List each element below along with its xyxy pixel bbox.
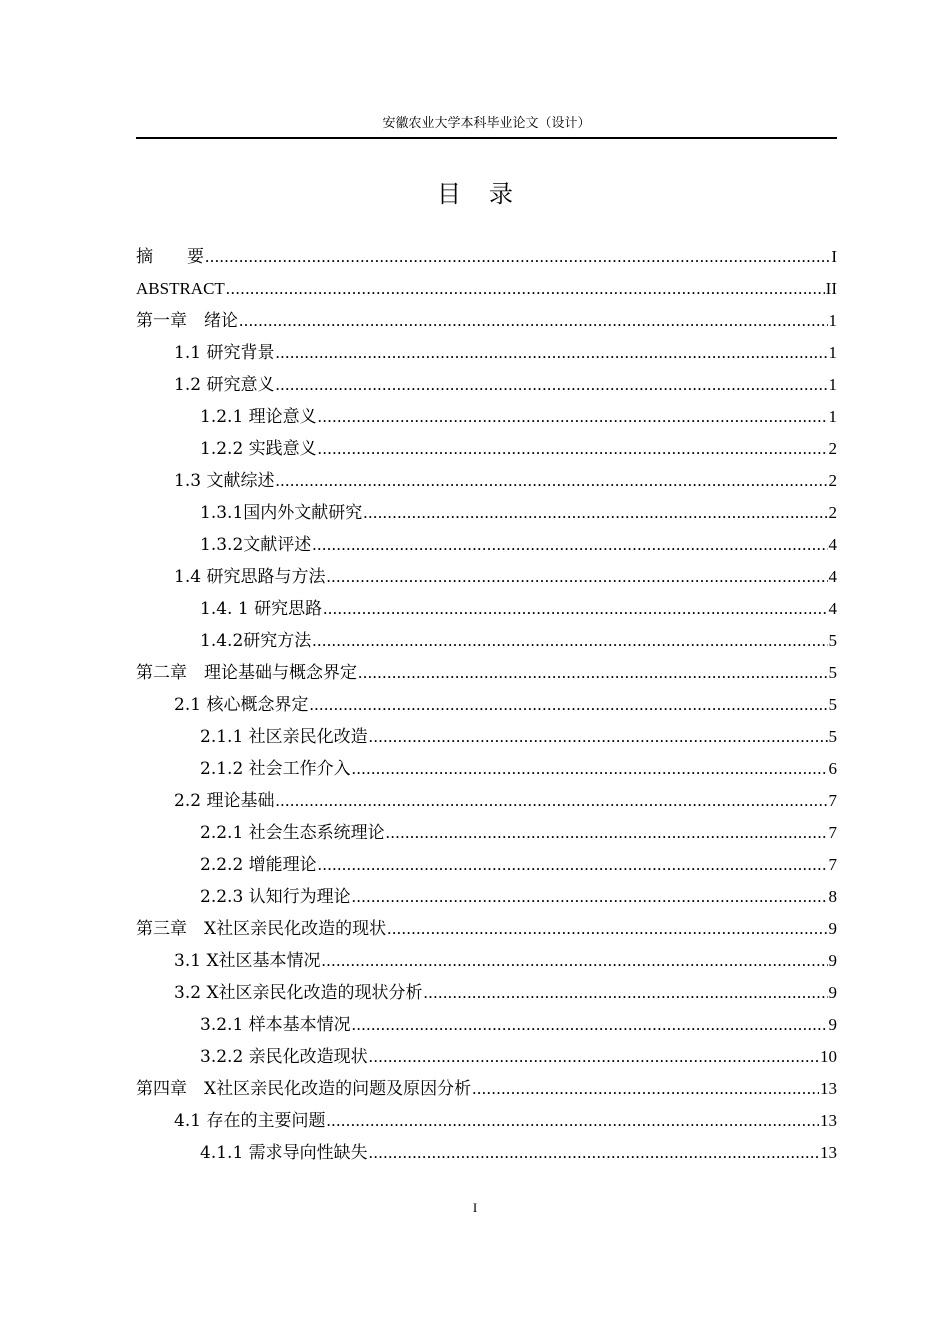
toc-dot-leader	[352, 881, 828, 913]
toc-dot-leader	[369, 1137, 819, 1169]
toc-entry[interactable]	[136, 497, 837, 529]
toc-entry[interactable]	[136, 337, 837, 369]
toc-entry-label: 第二章 理论基础与概念界定	[136, 663, 357, 683]
toc-entry-page: 4	[828, 599, 837, 618]
toc-entry-label: 1.3.2文献评述	[200, 535, 312, 555]
toc-entry-label: 第四章 X社区亲民化改造的问题及原因分析	[136, 1079, 472, 1099]
toc-entry-label: 第一章 绪论	[136, 311, 238, 331]
toc-entry[interactable]	[136, 625, 837, 657]
toc-entry-label: 1.1 研究背景	[174, 343, 275, 363]
page-title: 目录	[437, 180, 541, 208]
toc-entry[interactable]	[136, 1009, 837, 1041]
toc-entry-label: 4.1.1 需求导向性缺失	[200, 1143, 368, 1163]
toc-entry[interactable]	[136, 561, 837, 593]
toc-entry[interactable]	[136, 721, 837, 753]
toc-entry-page: II	[825, 279, 837, 298]
toc-dot-leader	[424, 977, 828, 1009]
toc-entry[interactable]	[136, 817, 837, 849]
toc-entry-page: 6	[828, 759, 837, 778]
toc-dot-leader	[369, 1041, 819, 1073]
running-header: 安徽农业大学本科毕业论文（设计）	[382, 116, 591, 131]
toc-entry[interactable]	[136, 785, 837, 817]
toc-dot-leader	[275, 465, 827, 497]
toc-entry[interactable]	[136, 1041, 837, 1073]
toc-entry-page: 10	[820, 1047, 837, 1066]
toc-entry-label: 第三章 X社区亲民化改造的现状	[136, 919, 387, 939]
toc-entry[interactable]	[136, 913, 837, 945]
toc-entry-label: 3.2 X社区亲民化改造的现状分析	[174, 983, 423, 1003]
toc-entry-label: 1.4.2研究方法	[200, 631, 312, 651]
toc-entry-page: 7	[828, 791, 837, 810]
toc-entry-label: 1.4. 1 研究思路	[200, 599, 323, 619]
toc-entry-label: 3.2.1 样本基本情况	[200, 1015, 351, 1035]
toc-dot-leader	[352, 1009, 828, 1041]
toc-entry-page: 1	[828, 375, 837, 394]
toc-dot-leader	[323, 593, 827, 625]
toc-entry-label: 2.2.3 认知行为理论	[200, 887, 351, 907]
toc-entry[interactable]	[136, 689, 837, 721]
toc-entry[interactable]	[136, 945, 837, 977]
toc-dot-leader	[386, 817, 828, 849]
toc-dot-leader	[275, 785, 827, 817]
toc-dot-leader	[358, 657, 828, 689]
toc-dot-leader	[322, 945, 828, 977]
toc-entry-label: 1.4 研究思路与方法	[174, 567, 326, 587]
toc-dot-leader	[312, 529, 827, 561]
toc-dot-leader	[239, 305, 828, 337]
toc-entry-page: I	[831, 247, 837, 266]
toc-entry-label: 2.1 核心概念界定	[174, 695, 309, 715]
toc-entry-page: 9	[828, 1015, 837, 1034]
toc-entry-label: 1.2 研究意义	[174, 375, 275, 395]
toc-entry-label: 1.2.1 理论意义	[200, 407, 317, 427]
toc-entry-page: 8	[828, 887, 837, 906]
toc-entry-page: 2	[828, 503, 837, 522]
toc-entry-label: 4.1 存在的主要问题	[174, 1111, 326, 1131]
toc-dot-leader	[205, 241, 830, 273]
toc-entry-label: 2.2 理论基础	[174, 791, 275, 811]
toc-entry[interactable]	[136, 529, 837, 561]
toc-entry[interactable]	[136, 593, 837, 625]
toc-entry[interactable]	[136, 369, 837, 401]
toc-entry-page: 4	[828, 567, 837, 586]
table-of-contents	[136, 241, 837, 1169]
toc-entry-label: 1.2.2 实践意义	[200, 439, 317, 459]
header-rule	[136, 137, 837, 139]
toc-entry-label: 2.1.2 社会工作介入	[200, 759, 351, 779]
page-number: I	[472, 1200, 478, 1215]
toc-entry[interactable]	[136, 305, 837, 337]
toc-entry-page: 9	[828, 983, 837, 1002]
toc-entry-label: ABSTRACT	[136, 279, 225, 298]
toc-entry-page: 7	[828, 855, 837, 874]
toc-entry-page: 9	[828, 951, 837, 970]
toc-entry-page: 5	[828, 727, 837, 746]
toc-entry-page: 2	[828, 439, 837, 458]
toc-entry[interactable]	[136, 433, 837, 465]
toc-dot-leader	[472, 1073, 819, 1105]
toc-entry[interactable]	[136, 241, 837, 273]
toc-dot-leader	[275, 337, 827, 369]
toc-entry[interactable]	[136, 401, 837, 433]
toc-entry-label: 摘 要	[136, 247, 204, 267]
toc-entry-label: 1.3 文献综述	[174, 471, 275, 491]
toc-entry[interactable]	[136, 1105, 837, 1137]
toc-entry-label: 2.2.2 增能理论	[200, 855, 317, 875]
toc-entry[interactable]	[136, 1137, 837, 1169]
toc-dot-leader	[369, 721, 828, 753]
toc-entry-page: 4	[828, 535, 837, 554]
toc-entry[interactable]	[136, 1073, 837, 1105]
toc-entry-page: 1	[828, 407, 837, 426]
toc-entry-label: 2.2.1 社会生态系统理论	[200, 823, 385, 843]
toc-dot-leader	[275, 369, 827, 401]
toc-dot-leader	[326, 1105, 819, 1137]
toc-entry-page: 13	[820, 1111, 837, 1130]
toc-entry-page: 5	[828, 663, 837, 682]
toc-entry-label: 1.3.1国内外文献研究	[200, 503, 363, 523]
toc-entry-page: 7	[828, 823, 837, 842]
toc-dot-leader	[318, 401, 828, 433]
toc-dot-leader	[352, 753, 828, 785]
toc-entry[interactable]	[136, 465, 837, 497]
toc-entry-label: 2.1.1 社区亲民化改造	[200, 727, 368, 747]
toc-entry[interactable]	[136, 753, 837, 785]
toc-entry[interactable]	[136, 273, 837, 305]
toc-entry-page: 1	[828, 343, 837, 362]
toc-entry-page: 9	[828, 919, 837, 938]
toc-dot-leader	[309, 689, 827, 721]
toc-dot-leader	[318, 849, 828, 881]
toc-entry[interactable]	[136, 977, 837, 1009]
toc-dot-leader	[312, 625, 827, 657]
toc-entry-label: 3.1 X社区基本情况	[174, 951, 321, 971]
toc-entry-page: 1	[828, 311, 837, 330]
toc-entry-page: 13	[820, 1079, 837, 1098]
toc-dot-leader	[226, 273, 825, 305]
toc-dot-leader	[387, 913, 827, 945]
toc-entry-page: 13	[820, 1143, 837, 1162]
toc-dot-leader	[363, 497, 827, 529]
toc-entry-page: 2	[828, 471, 837, 490]
toc-entry[interactable]	[136, 849, 837, 881]
toc-entry[interactable]	[136, 881, 837, 913]
toc-dot-leader	[318, 433, 828, 465]
toc-entry-page: 5	[828, 695, 837, 714]
toc-dot-leader	[326, 561, 827, 593]
toc-entry-label: 3.2.2 亲民化改造现状	[200, 1047, 368, 1067]
toc-entry-page: 5	[828, 631, 837, 650]
toc-entry[interactable]	[136, 657, 837, 689]
